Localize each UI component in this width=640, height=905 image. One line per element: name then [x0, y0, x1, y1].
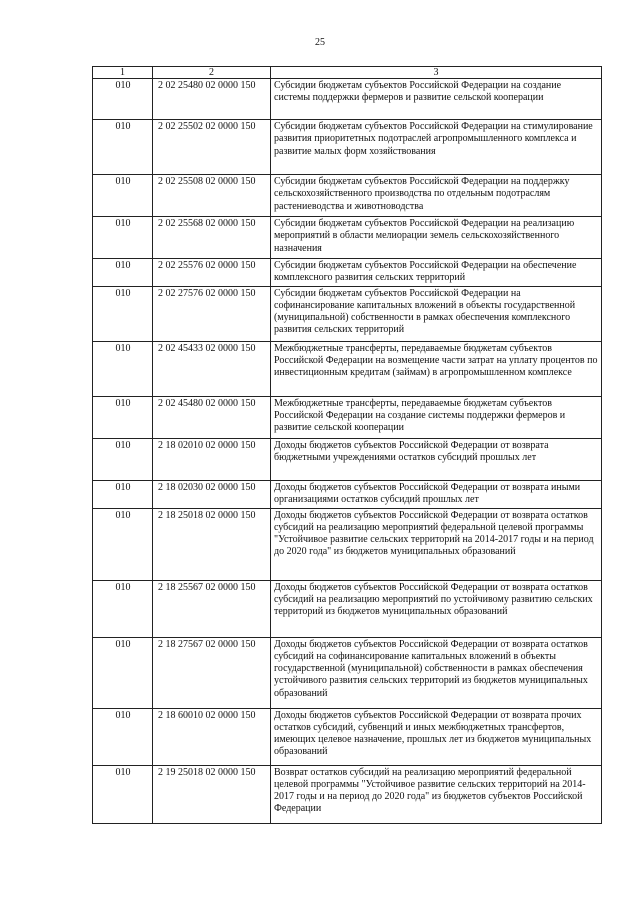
table-row [93, 286, 602, 341]
revenue-code-cell: 2 02 25568 02 0000 150 [153, 217, 271, 259]
table-row [93, 508, 602, 580]
admin-code-cell: 010 [93, 286, 153, 341]
revenue-name-cell: Доходы бюджетов субъектов Российской Федерации от возврата прочих остатков субсидий, субвенций и иных межбюджетных трансфертов, имеющих целевое назначение, прошлых лет из бюджетов муниципальных образований [271, 708, 602, 765]
table-row [93, 580, 602, 637]
revenue-name-cell: Доходы бюджетов субъектов Российской Федерации от возврата иными организациями остатков субсидий прошлых лет [271, 480, 602, 508]
revenue-code-cell: 2 18 60010 02 0000 150 [153, 708, 271, 765]
table-row [93, 438, 602, 480]
column-header: 1 [93, 67, 153, 79]
revenue-code-cell: 2 02 25508 02 0000 150 [153, 175, 271, 217]
admin-code-cell: 010 [93, 508, 153, 580]
admin-code-cell: 010 [93, 217, 153, 259]
admin-code-cell: 010 [93, 765, 153, 823]
admin-code-cell: 010 [93, 341, 153, 396]
revenue-code-cell: 2 02 45433 02 0000 150 [153, 341, 271, 396]
revenue-codes-table [92, 66, 602, 824]
table-row [93, 637, 602, 708]
table-row [93, 79, 602, 120]
revenue-name-cell: Субсидии бюджетам субъектов Российской Федерации на поддержку сельскохозяйственного производства по отдельным подотраслям растениеводства и животноводства [271, 175, 602, 217]
admin-code-cell: 010 [93, 120, 153, 175]
table-row [93, 341, 602, 396]
revenue-name-cell: Межбюджетные трансферты, передаваемые бюджетам субъектов Российской Федерации на возмещение части затрат на уплату процентов по инвестиционным кредитам (займам) в агропромышленном комплексе [271, 341, 602, 396]
revenue-code-cell: 2 18 02010 02 0000 150 [153, 438, 271, 480]
table-row [93, 765, 602, 823]
admin-code-cell: 010 [93, 175, 153, 217]
table-body [93, 79, 602, 824]
table-row [93, 708, 602, 765]
column-header: 3 [271, 67, 602, 79]
revenue-code-cell: 2 18 25018 02 0000 150 [153, 508, 271, 580]
table-row [93, 480, 602, 508]
revenue-code-cell: 2 18 25567 02 0000 150 [153, 580, 271, 637]
admin-code-cell: 010 [93, 79, 153, 120]
table-row [93, 120, 602, 175]
admin-code-cell: 010 [93, 708, 153, 765]
revenue-code-cell: 2 19 25018 02 0000 150 [153, 765, 271, 823]
revenue-name-cell: Субсидии бюджетам субъектов Российской Федерации на создание системы поддержки фермеров и развитие сельской кооперации [271, 79, 602, 120]
revenue-name-cell: Доходы бюджетов субъектов Российской Федерации от возврата остатков субсидий на реализацию мероприятий по устойчивому развитию сельских территорий из бюджетов муниципальных образований [271, 580, 602, 637]
revenue-name-cell: Субсидии бюджетам субъектов Российской Федерации на стимулирование развития приоритетных подотраслей агропромышленного комплекса и развитие малых форм хозяйствования [271, 120, 602, 175]
revenue-name-cell: Доходы бюджетов субъектов Российской Федерации от возврата остатков субсидий на софинансирование капитальных вложений в объекты государственной (муниципальной) собственности в рамках обеспечения устойчивого развития сельских территорий из бюджетов муниципальных образований [271, 637, 602, 708]
admin-code-cell: 010 [93, 396, 153, 438]
admin-code-cell: 010 [93, 480, 153, 508]
revenue-code-cell: 2 02 25502 02 0000 150 [153, 120, 271, 175]
revenue-name-cell: Возврат остатков субсидий на реализацию мероприятий федеральной целевой программы "Устойчивое развитие сельских территорий на 2014-2017 годы и на период до 2020 года" из бюджетов субъектов Российской Федерации [271, 765, 602, 823]
table-row [93, 175, 602, 217]
revenue-code-cell: 2 02 45480 02 0000 150 [153, 396, 271, 438]
revenue-code-cell: 2 02 25576 02 0000 150 [153, 259, 271, 287]
revenue-name-cell: Доходы бюджетов субъектов Российской Федерации от возврата остатков субсидий на реализацию мероприятий федеральной целевой программы "Устойчивое развитие сельских территорий на 2014-2017 годы и на период до 2020 года" из бюджетов муниципальных образований [271, 508, 602, 580]
revenue-code-cell: 2 18 02030 02 0000 150 [153, 480, 271, 508]
admin-code-cell: 010 [93, 637, 153, 708]
admin-code-cell: 010 [93, 259, 153, 287]
revenue-name-cell: Доходы бюджетов субъектов Российской Федерации от возврата бюджетными учреждениями остатков субсидий прошлых лет [271, 438, 602, 480]
table-row [93, 259, 602, 287]
revenue-name-cell: Субсидии бюджетам субъектов Российской Федерации на реализацию мероприятий в области мелиорации земель сельскохозяйственного назначения [271, 217, 602, 259]
revenue-code-cell: 2 02 25480 02 0000 150 [153, 79, 271, 120]
table-header-row [93, 67, 602, 79]
table-row [93, 217, 602, 259]
table-row [93, 396, 602, 438]
page-number: 25 [315, 37, 325, 48]
revenue-name-cell: Субсидии бюджетам субъектов Российской Федерации на софинансирование капитальных вложений в объекты государственной (муниципальной) собственности в рамках обеспечения комплексного развития сельских территорий [271, 286, 602, 341]
admin-code-cell: 010 [93, 438, 153, 480]
revenue-name-cell: Межбюджетные трансферты, передаваемые бюджетам субъектов Российской Федерации на создание системы поддержки фермеров и развитие сельской кооперации [271, 396, 602, 438]
revenue-code-cell: 2 18 27567 02 0000 150 [153, 637, 271, 708]
column-header: 2 [153, 67, 271, 79]
admin-code-cell: 010 [93, 580, 153, 637]
revenue-name-cell: Субсидии бюджетам субъектов Российской Федерации на обеспечение комплексного развития сельских территорий [271, 259, 602, 287]
revenue-code-cell: 2 02 27576 02 0000 150 [153, 286, 271, 341]
